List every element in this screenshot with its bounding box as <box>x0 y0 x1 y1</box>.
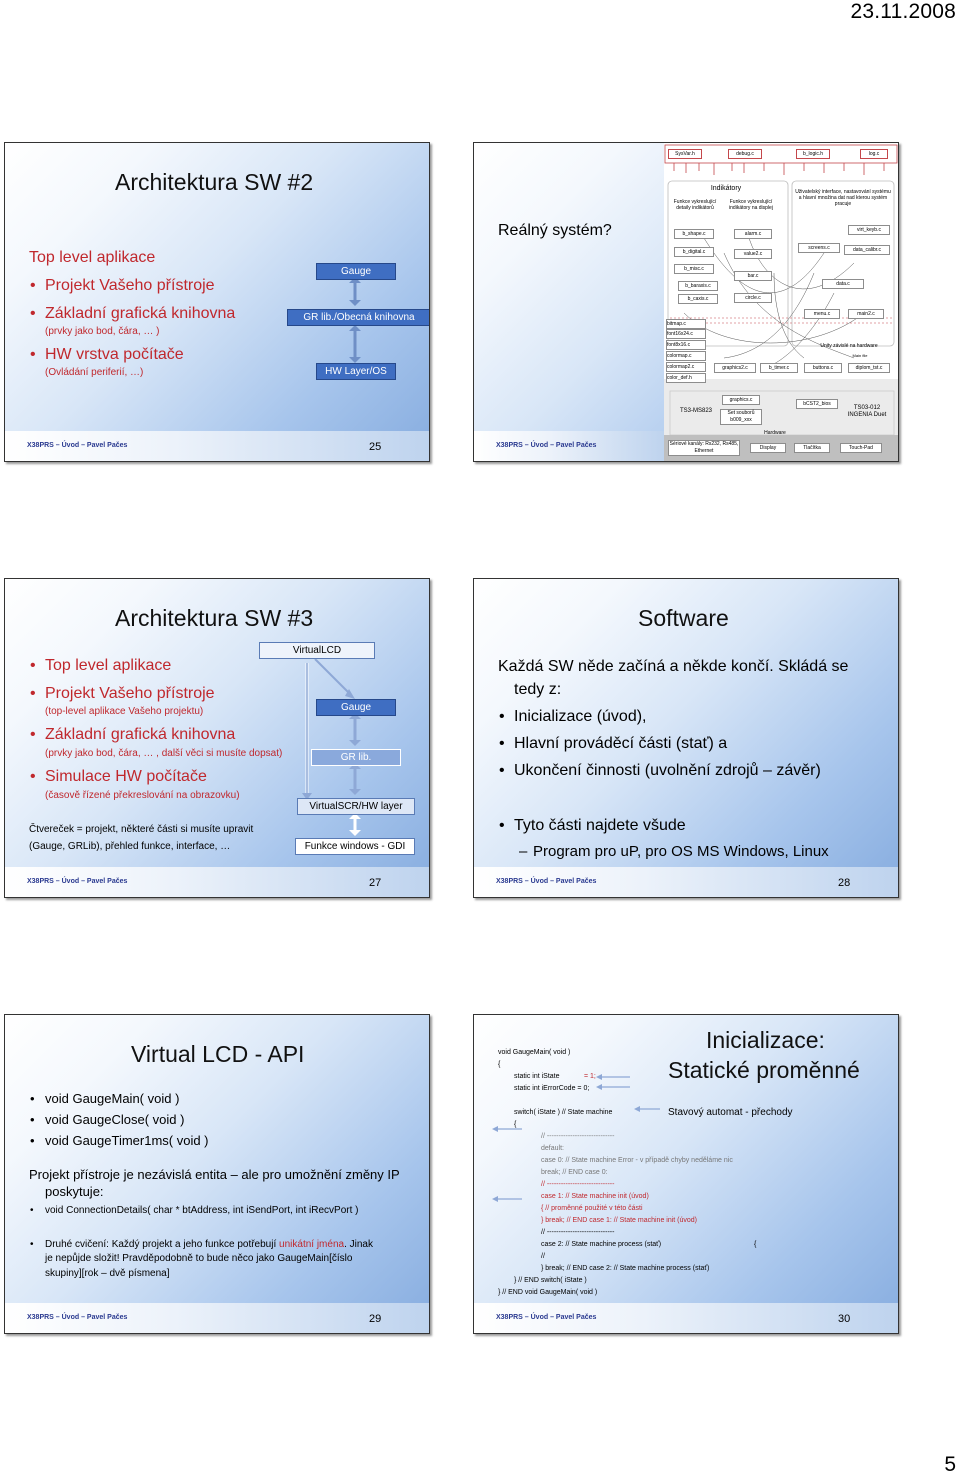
intro-line1: Každá SW něde začíná a někde končí. Skládá se <box>498 658 849 675</box>
note-detail: Funkce vykreslující detaily indikátorů <box>673 199 717 211</box>
hw-serial: Sériové kanály: Rs232, Rs485, Ethernet <box>669 441 739 454</box>
box-hw-layer: HW Layer/OS <box>316 363 396 380</box>
node-diplom-tst: diplom_tst.c <box>848 363 890 373</box>
box-gdi: Funkce windows - GDI <box>295 838 415 855</box>
slide-number: 30 <box>838 1313 851 1325</box>
code-line: case 1: // State machine init (úvod) <box>541 1193 649 1200</box>
node-data-calibr: data_calibr.c <box>844 245 890 255</box>
box-virtualscr: VirtualSCR/HW layer <box>297 798 415 815</box>
bullet-graficka: • Základní grafická knihovna <box>30 726 236 743</box>
code-line: } break; // END case 1: // State machine init (úvod) <box>541 1217 698 1224</box>
slide-footer: X38PRS – Úvod – Pavel Pačes <box>27 442 128 449</box>
code-line: static int iState <box>514 1073 560 1080</box>
group-indikatory: Indikátory <box>710 185 742 192</box>
slide-29 <box>4 1014 430 1334</box>
label-hardware: Hardware <box>764 430 786 436</box>
node-b-timer: b_timer.c <box>760 363 798 373</box>
homework-line3: skupiny][rok – dvě písmena] <box>45 1268 170 1279</box>
bullet-projekt: • Projekt Vašeho přístroje <box>30 277 215 294</box>
slide-title-line1: Inicializace: <box>706 1027 825 1053</box>
tab-debug: debug.c <box>728 149 762 159</box>
node-set: Set souborů b009_xxx <box>720 409 762 425</box>
code-line: default: <box>541 1145 564 1152</box>
slide-number: 28 <box>838 877 851 889</box>
header-date: 23.11.2008 <box>850 0 956 23</box>
note-line1: Čtvereček = projekt, některé části si musíte upravit <box>29 824 254 835</box>
intro-line2: tedy z: <box>514 681 562 698</box>
slide-footer: X38PRS – Úvod – Pavel Pačes <box>27 878 128 885</box>
node-b-shape: b_shape.c <box>674 229 714 239</box>
node-circle: circle.c <box>734 293 772 303</box>
code-line: { <box>514 1121 517 1128</box>
slide-30 <box>473 1014 899 1334</box>
code-line: // ----------------------------- <box>541 1229 615 1236</box>
bullet-simulace: • Simulace HW počítače <box>30 768 207 785</box>
node-ts1: TS3-MS823 <box>679 408 712 414</box>
bullet-hw-sub: (Ovládání periferií, …) <box>45 367 144 378</box>
code-line: = 1; <box>584 1073 596 1080</box>
slide-title: Architektura SW #3 <box>115 605 314 631</box>
bullet-hw: • HW vrstva počítače <box>30 346 184 363</box>
code-line: static int iErrorCode = 0; <box>514 1085 590 1092</box>
slide-subtitle: Stavový automat - přechody <box>668 1107 793 1118</box>
code-line: break; // END case 0: <box>541 1169 608 1176</box>
bullet-simulace-sub: (časově řízené překreslování na obrazovku) <box>45 790 240 801</box>
api-timer: • void GaugeTimer1ms( void ) <box>30 1133 209 1148</box>
node-graphics: graphics.c <box>722 395 760 405</box>
unique-names: unikátní jména <box>279 1239 345 1250</box>
bullet-ukonceni: • Ukončení činnosti (uvolnění zdrojů – závěr) <box>499 762 821 779</box>
box-gauge: Gauge <box>316 699 396 716</box>
bullet-top-level: Top level aplikace <box>29 249 156 266</box>
font-16x24: font16x24.c <box>666 329 706 339</box>
slide-25 <box>4 142 430 462</box>
slide-footer: X38PRS – Úvod – Pavel Pačes <box>27 1314 128 1321</box>
bullet-graficka: • Základní grafická knihovna <box>30 305 236 322</box>
note-indicators: Funkce vykreslující indikátory na displej <box>729 199 773 211</box>
tab-sysvar: SysVar.h <box>668 149 702 159</box>
node-bar: bar.c <box>734 271 772 281</box>
hw-touchpad: Touch-Pad <box>840 443 882 453</box>
bullet-graficka-sub: (prvky jako bod, čára, … , další věci si musíte dopsat) <box>45 748 283 759</box>
code-line: } // END switch( iState ) <box>514 1277 587 1284</box>
tab-blogic: b_logic.h <box>796 149 830 159</box>
bullet-hlavni: • Hlavní prováděcí části (stať) a <box>499 735 728 752</box>
hw-buttons: Tlačítka <box>794 443 830 453</box>
slide-title: Architektura SW #2 <box>115 169 314 195</box>
system-diagram <box>664 143 898 461</box>
node-b-digital: b_digital.c <box>674 247 714 257</box>
homework-line1: • Druhé cvičení: Každý projekt a jeho funkce potřebují unikátní jména. Jinak <box>30 1239 373 1250</box>
font-colormap: colormap.c <box>666 351 706 361</box>
api-close: • void GaugeClose( void ) <box>30 1112 185 1127</box>
bullet-top-level: • Top level aplikace <box>30 657 172 674</box>
bullet-vsude: • Tyto části najdete všude <box>499 817 686 834</box>
font-color-def: color_def.h <box>666 373 706 383</box>
api-main: • void GaugeMain( void ) <box>30 1091 180 1106</box>
node-buttons: buttons.c <box>804 363 842 373</box>
slide-title: Software <box>638 605 729 631</box>
code-line: { // proměnné použité v této části <box>541 1205 643 1212</box>
node-data: data.c <box>822 279 864 289</box>
note-hw-dependent: Unity závislé na hardware <box>820 343 878 349</box>
box-virtual-lcd: VirtualLCD <box>259 642 375 659</box>
node-b-baraxis: b_baraxis.c <box>678 281 718 291</box>
code-line: // ----------------------------- <box>541 1181 615 1188</box>
tab-log: log.c <box>860 149 888 159</box>
bullet-projekt-sub: (top-level aplikace Vašeho projektu) <box>45 706 204 717</box>
slide-footer: X38PRS – Úvod – Pavel Pačes <box>496 1314 597 1321</box>
slide-text: Reálný systém? <box>498 222 612 239</box>
node-menu: menu.c <box>804 309 840 319</box>
node-graphics2: graphics2.c <box>714 363 756 373</box>
code-line: } // END void GaugeMain( void ) <box>498 1289 598 1296</box>
slide-27 <box>4 578 430 898</box>
node-bios: bCST2_bios <box>796 399 838 409</box>
slide-footer: X38PRS – Úvod – Pavel Pačes <box>496 878 597 885</box>
note-line2: (Gauge, GRLib), přehled funkce, interface, … <box>29 841 231 852</box>
slide-number: 27 <box>369 877 382 889</box>
node-ts2: TS03-012 INGENIA Duet <box>847 405 887 418</box>
slide-number: 29 <box>369 1313 382 1325</box>
note-ui: Uživatelský interface, nastavování systému a hlavní množina dat nad kterou systém pracuje <box>795 189 891 207</box>
bullet-vsude-sub: – Program pro uP, pro OS MS Windows, Linux <box>519 843 829 860</box>
node-alarm: alarm.c <box>734 229 772 239</box>
homework-line2: je nepůjde složit! Pravděpodobně to bude něco jako GaugeMain[číslo <box>45 1253 353 1264</box>
hw-display: Display <box>750 443 786 453</box>
code-line: } break; // END case 2: // State machine process (stať) <box>541 1265 710 1272</box>
node-virt-keyb: virt_keyb.c <box>848 225 890 235</box>
api-connection: • void ConnectionDetails( char * btAddress, int iSendPort, int iRecvPort ) <box>30 1205 359 1216</box>
bullet-projekt: • Projekt Vašeho přístroje <box>30 685 215 702</box>
slide-26 <box>473 142 899 462</box>
node-b-caxis: b_caxis.c <box>678 294 718 304</box>
code-line: // <box>541 1253 545 1260</box>
code-line: case 0: // State machine Error - v případě chyby neděláme nic <box>541 1157 733 1164</box>
node-value2: value2.c <box>734 249 772 259</box>
code-line: switch( iState ) // State machine <box>514 1109 613 1116</box>
node-b-misc: b_misc.c <box>674 264 714 274</box>
slide-title-line2: Statické proměnné <box>668 1057 860 1083</box>
box-gauge: Gauge <box>316 263 396 280</box>
ip-line2: poskytuje: <box>45 1184 104 1199</box>
box-grlib: GR lib. <box>311 749 401 766</box>
slide-footer: X38PRS – Úvod – Pavel Pačes <box>496 442 597 449</box>
node-main2: main2.c <box>848 309 884 319</box>
slide-28 <box>473 578 899 898</box>
font-colormap2: colormap2.c <box>666 362 706 372</box>
code-line: // ----------------------------- <box>541 1133 615 1140</box>
code-line: void GaugeMain( void ) <box>498 1049 571 1056</box>
pointer-arrows <box>474 1015 898 1333</box>
bullet-inicializace: • Inicializace (úvod), <box>499 708 647 725</box>
font-bitmap: bitmap.c <box>666 319 706 329</box>
slide-title: Virtual LCD - API <box>131 1041 305 1067</box>
layer-arrows <box>5 143 429 461</box>
bullet-graficka-sub: (prvky jako bod, čára, … ) <box>45 326 160 337</box>
code-line: { <box>498 1061 501 1068</box>
box-grlib: GR lib./Obecná knihovna <box>287 309 430 326</box>
page-number: 5 <box>944 1453 956 1476</box>
note-main-file: Main file <box>852 353 868 358</box>
node-screens: screens.c <box>798 243 840 253</box>
ip-line1: Projekt přístroje je nezávislá entita – ale pro umožnění změny IP <box>29 1167 400 1182</box>
code-line: { <box>754 1241 757 1248</box>
slide-number: 25 <box>369 441 382 453</box>
font-8x16: font8x16.c <box>666 340 706 350</box>
code-line: case 2: // State machine process (stať) <box>541 1241 662 1248</box>
